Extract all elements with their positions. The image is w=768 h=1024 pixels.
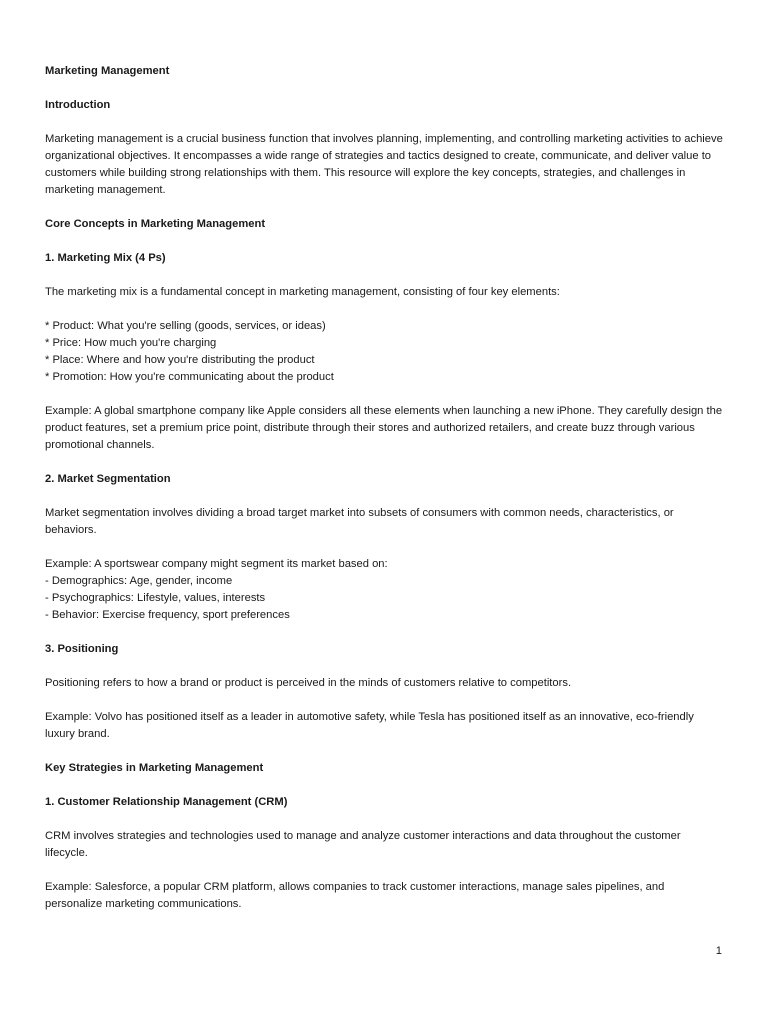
paragraph-marketing-mix: The marketing mix is a fundamental concept in marketing management, consisting of four key elements: [45,286,560,298]
list-item: - Psychographics: Lifestyle, values, interests [45,592,266,604]
paragraph-positioning: Positioning refers to how a brand or product is perceived in the minds of customers relative to competitors. [45,677,572,689]
paragraph-marketing-mix-example: Example: A global smartphone company like Apple considers all these elements when launching a new iPhone. They carefully design the product features, set a premium price point, distribute through their stores and authorized retailers, and create buzz through various promotional channels. [45,405,723,451]
document-body [45,63,723,913]
list-item: * Product: What you're selling (goods, services, or ideas) [45,320,326,332]
paragraph-segmentation-example: Example: A sportswear company might segment its market based on: [45,558,388,570]
list-item: - Demographics: Age, gender, income [45,575,233,587]
list-item: - Behavior: Exercise frequency, sport preferences [45,609,290,621]
paragraph-crm: CRM involves strategies and technologies used to manage and analyze customer interactions and data throughout the customer lifecycle. [45,830,681,859]
section-heading-key-strategies: Key Strategies in Marketing Management [45,762,264,774]
paragraph-crm-example: Example: Salesforce, a popular CRM platform, allows companies to track customer interactions, manage sales pipelines, and personalize marketing communications. [45,881,665,910]
paragraph-positioning-example: Example: Volvo has positioned itself as a leader in automotive safety, while Tesla has positioned itself as an innovative, eco-friendly luxury brand. [45,711,694,740]
list-item: * Promotion: How you're communicating about the product [45,371,334,383]
subheading-market-segmentation: 2. Market Segmentation [45,473,171,485]
section-heading-core-concepts: Core Concepts in Marketing Management [45,218,266,230]
subheading-positioning: 3. Positioning [45,643,119,655]
section-heading-introduction: Introduction [45,99,111,111]
subheading-marketing-mix: 1. Marketing Mix (4 Ps) [45,252,166,264]
paragraph-market-segmentation: Market segmentation involves dividing a broad target market into subsets of consumers with common needs, characteristics, or behaviors. [45,507,674,536]
page-number: 1 [715,945,722,957]
list-item: * Price: How much you're charging [45,337,217,349]
list-item: * Place: Where and how you're distributing the product [45,354,315,366]
paragraph-introduction: Marketing management is a crucial business function that involves planning, implementing, and controlling marketing activities to achieve organizational objectives. It encompasses a wide range of strategies and tactics designed to create, communicate, and deliver value to customers while building strong relationships with them. This resource will explore the key concepts, strategies, and challenges in marketing management. [45,133,723,196]
document-title: Marketing Management [45,65,170,77]
subheading-crm: 1. Customer Relationship Management (CRM) [45,796,288,808]
